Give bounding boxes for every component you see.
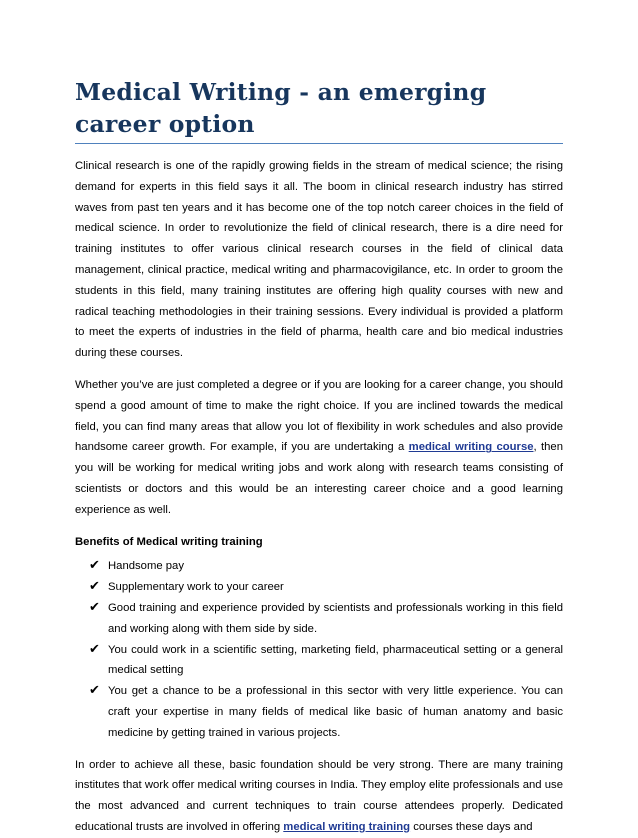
checkmark-icon: ✔ bbox=[89, 683, 100, 699]
foundation-paragraph-text-before: In order to achieve all these, basic foundation should be very strong. There are many training institutes that work offer medical writing courses in India. They employ elite professionals and use the most advanced and current techniques to train course attendees properly. Dedicated educational trusts are involved in offering bbox=[75, 758, 563, 833]
document-title: Medical Writing - an emerging career option bbox=[75, 76, 563, 144]
list-item bbox=[75, 681, 563, 743]
foundation-paragraph-text-after: courses these days and bbox=[410, 820, 533, 833]
benefits-list bbox=[75, 556, 563, 743]
checkmark-icon: ✔ bbox=[89, 558, 100, 574]
list-item-text: You get a chance to be a professional in this sector with very little experience. You can craft your expertise in many fields of medical like basic of human anatomy and basic medicine by getting trained in various projects. bbox=[108, 685, 563, 739]
list-item bbox=[75, 556, 563, 577]
medical-writing-training-link[interactable]: medical writing training bbox=[283, 820, 411, 833]
career-paragraph bbox=[75, 375, 563, 521]
list-item bbox=[75, 598, 563, 640]
career-paragraph-text-after: , then you will be working for medical writing jobs and work along with research teams consisting of scientists or doctors and this would be an interesting career choice and a good learning experience as well. bbox=[75, 441, 563, 516]
checkmark-icon: ✔ bbox=[89, 599, 100, 615]
list-item-text: Good training and experience provided by scientists and professionals working in this field and working along with them side by side. bbox=[108, 601, 563, 635]
career-paragraph-text-before: Whether you’ve are just completed a degree or if you are looking for a career change, you should spend a good amount of time to make the right choice. If you are inclined towards the medical field, you can find many areas that allow you lot of flexibility in work schedules and also provide handsome career growth. For example, if you are undertaking a bbox=[75, 378, 563, 454]
list-item-text: Handsome pay bbox=[108, 560, 184, 573]
intro-paragraph: Clinical research is one of the rapidly growing fields in the stream of medical science; the rising demand for experts in this field says it all. The boom in clinical research industry has stirred waves from past ten years and it has become one of the top notch career choices in the field of medical science. In order to revolutionize the field of clinical research, there is a dire need for training institutes to offer various clinical research courses in the field of clinical data management, clinical practice, medical writing and pharmacovigilance, etc. In order to groom the students in this field, many training institutes are offering high quality courses with new and radical teaching methodologies in their training sessions. Every individual is provided a platform to meet the experts of industries in the field of pharma, health care and bio medical industries during these courses. bbox=[75, 160, 563, 360]
list-item bbox=[75, 577, 563, 598]
foundation-paragraph bbox=[75, 755, 563, 838]
checkmark-icon: ✔ bbox=[89, 579, 100, 595]
list-item-text: You could work in a scientific setting, marketing field, pharmaceutical setting or a general medical setting bbox=[108, 643, 563, 677]
list-item-text: Supplementary work to your career bbox=[108, 581, 284, 594]
checkmark-icon: ✔ bbox=[89, 641, 100, 657]
benefits-heading: Benefits of Medical writing training bbox=[75, 535, 263, 548]
medical-writing-course-link[interactable]: medical writing course bbox=[408, 441, 534, 454]
list-item bbox=[75, 640, 563, 682]
